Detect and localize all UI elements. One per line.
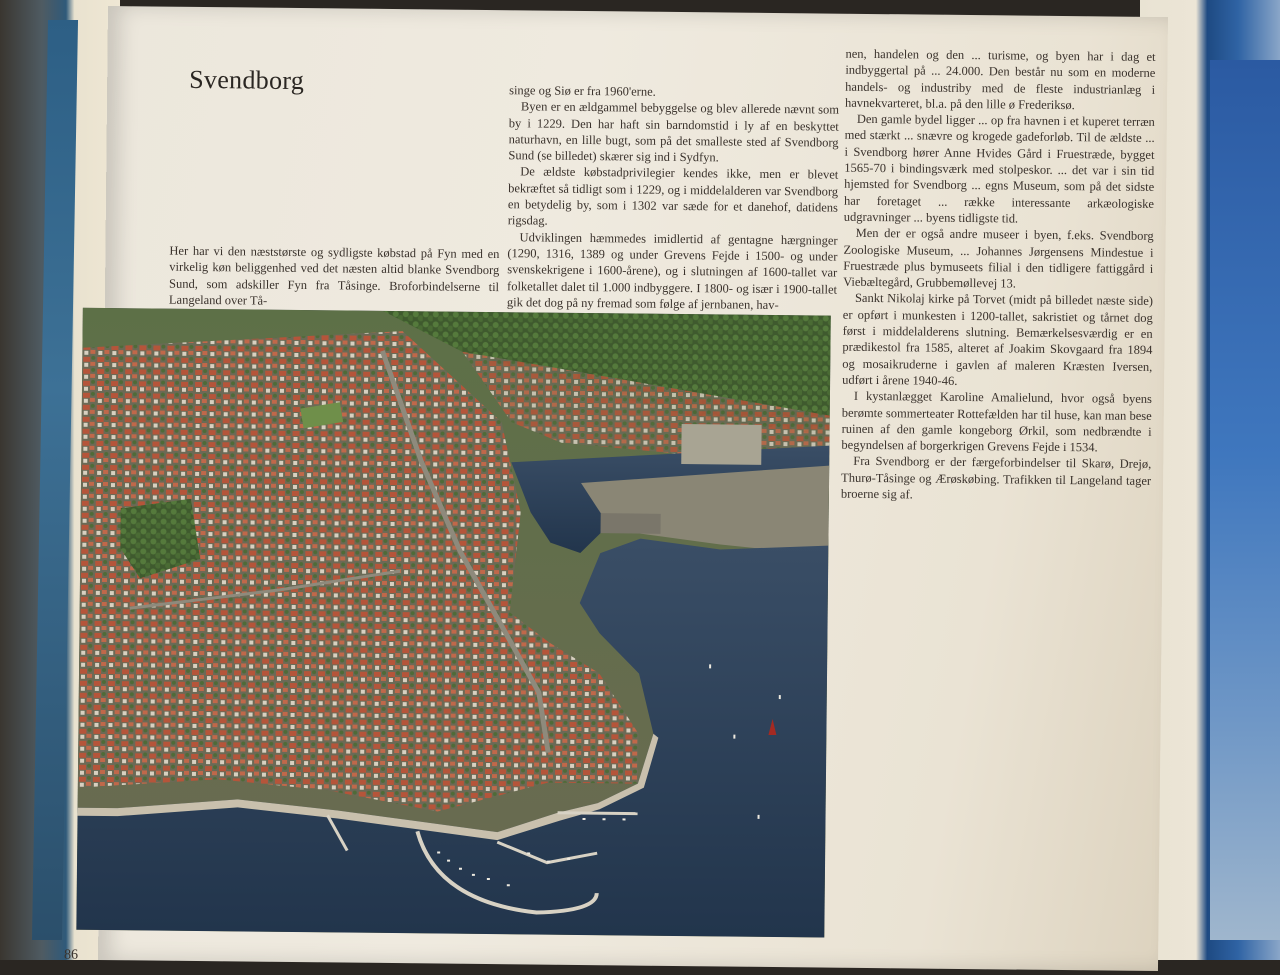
right-paragraph: Men der er også andre museer i byen, f.eks. Svendborg Zoologiske Museum, ... Johannes Jørgensens Mindestue i Fruestræde plus bymuseets filial i den tidligere fattiggård i Viebæltegård, Grubbemøllevej 13. [843, 226, 1154, 291]
intro-column [169, 243, 500, 312]
middle-paragraph: Udviklingen hæmmedes imidlertid af gentagne hærgninger (1290, 1316, 1389 og under Grevens Fejde i 1500- og under svenskekrigene i 1600-årene), og i slutningen af 1600-tallet var folketallet dalet til 1.000 indbyggere. I 1800- og især i 1900-tallet gik det dog på ny fremad som følge af jernbanen, hav- [506, 229, 838, 312]
intro-paragraph: Her har vi den næststørste og sydligste købstad på Fyn med en virkelig køn beliggenhed ved det næsten altid blanke Svendborg Sund, som adskiller Fyn fra Tåsinge. Broforbindelserne til Langeland over Tå- [168, 243, 500, 308]
book-page [63, 6, 1168, 971]
right-paragraph: Fra Svendborg er der færgeforbindelser til Skarø, Drejø, Thurø-Tåsinge og Ærøskøbing. Trafikken til Langeland tager broerne sig af. [840, 454, 1152, 502]
right-paragraph: I kystanlægget Karoline Amalielund, hvor også byens berømte sommerteater Rottefælden har til huse, kan man bese ruinen af den gamle kongeborg Ørkil, som nedbrændte i begyndelsen af borgerkrigen Grevens Fejde i 1534. [841, 389, 1153, 455]
aerial-photo-illustration [76, 308, 830, 938]
middle-paragraph: singe og Siø er fra 1960'erne. [509, 83, 656, 99]
right-paragraph: nen, handelen og den ... turisme, og byen har i dag et indbyggertal på ... 24.000. Den består nu som en moderne handels- og industriby med de fleste industrianlæg i havnekvarteret, bl.a. på den lille ø Frederiksø. [844, 46, 1156, 113]
next-page-photo [1210, 60, 1280, 940]
page-number: 86 [63, 947, 79, 963]
middle-paragraph: De ældste købstadprivilegier kendes ikke, men er blevet bekræftet så tidligt som i 1229, og i middelalderen var Svendborg en betydelig by, som i 1302 var sæde for et danehof, datidens rigsdag. [507, 164, 839, 228]
right-paragraph: Sankt Nikolaj kirke på Torvet (midt på billedet næste side) er opført i munkesten i 1200-tallet, sakristiet og tårnet dog først i middelalderens slutning. Bemærkelsesværdig er en prædikestol fra 1585, alteret af Joakim Skovgaard fra 1894 og mosaikruderne i gavlen af maleren Kræsten Iversen, udført i årene 1940-46. [842, 291, 1154, 388]
page-title: Svendborg [189, 64, 305, 96]
right-paragraph: Den gamle bydel ligger ... op fra havnen i et kuperet terræn med stærkt ... snævre og krogede gadeforløb. Til de ældste ... i Svendborg hører Anne Hvides Gård i Fruestræde, bygget 1565-70 i bindingsværk med stolpeskor. ... det var i sin tid hjemsted for Svendborg ... egns Museum, som på det sidste har foretaget ... række interessante arkæologiske udgravninger ... byens tidligste tid. [843, 112, 1155, 226]
middle-paragraph: Byen er en ældgammel bebyggelse og blev allerede nævnt som by i 1229. Den har haft sin barndomstid i ly af en beskyttet naturhavn, en lille bugt, som på det smalleste sted af Svendborg Sund (se billedet) skærer sig ind i Sydfyn. [508, 99, 840, 165]
right-column [841, 46, 1156, 506]
aerial-photo-svendborg [76, 308, 830, 938]
middle-column [507, 82, 839, 314]
